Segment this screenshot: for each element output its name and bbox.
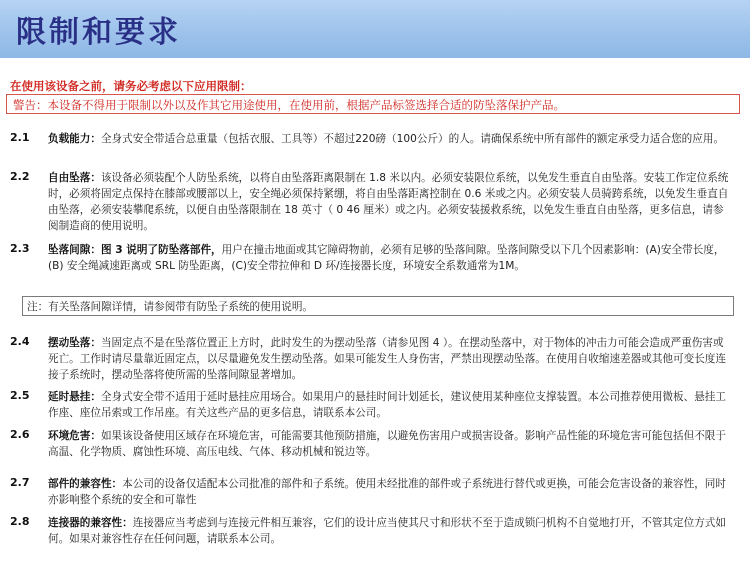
item-number: 2.3 — [10, 242, 30, 255]
item-body — [48, 242, 730, 274]
item-label: 自由坠落： — [48, 172, 101, 184]
item-text: 该设备必须装配个人防坠系统，以将自由坠落距离限制在 1.8 米以内。必须安装限位系统，以免发生垂直自由坠落。安装工作定位系统时，必须将固定点保持在膝部或腰部以上，安全绳必须保持紧绷，将自由坠落距离控制在 0.6 米或之内。必须安装人员骑跨系统，以免发生垂直自由坠落，必须安装攀爬系统，以便自由坠落限制在 18 英寸（ 0 46 厘米）或之内。必须安装援救系统，以免发生垂直自由坠落，更多信息，请参阅制造商的使用说明。 — [48, 172, 729, 232]
item-number: 2.8 — [10, 515, 30, 528]
item-body — [48, 335, 730, 383]
item-text: 全身式安全带适合总重量（包括衣服、工具等）不超过220磅（100公斤）的人。请确保系统中所有部件的额定承受力适合您的应用。 — [100, 133, 725, 145]
item-number: 2.7 — [10, 476, 30, 489]
item-label: 部件的兼容性： — [48, 478, 123, 490]
item-number: 2.1 — [10, 131, 30, 144]
item-label: 摆动坠落： — [48, 337, 101, 349]
item-body — [48, 476, 730, 508]
note-text: 注：有关坠落间隙详情，请参阅带有防坠子系统的使用说明。 — [27, 301, 314, 313]
item-text: 用户在撞击地面或其它障碍物前，必须有足够的坠落间隙。坠落间隙受以下几个因素影响：(A)安全带长度，(B) 安全绳减速距离或 SRL 防坠距离，(C)安全带拉伸和 D 环/连接器长度，环境安全系数通常为1M。 — [48, 244, 725, 272]
item-number: 2.2 — [10, 170, 30, 183]
item-text: 如果该设备使用区域存在环境危害，可能需要其他预防措施，以避免伤害用户或损害设备。影响产品性能的环境危害可能包括但不限于高温、化学物质、腐蚀性环境、高压电线、气体、移动机械和锐边等。 — [48, 430, 726, 458]
page-title: 限制和要求 — [16, 15, 181, 50]
item-number: 2.6 — [10, 428, 30, 441]
item-number: 2.4 — [10, 335, 30, 348]
item-body — [48, 131, 730, 147]
warning-box — [6, 94, 740, 114]
item-text: 本公司的设备仅适配本公司批准的部件和子系统。使用未经批准的部件或子系统进行替代或更换，可能会危害设备的兼容性，同时亦影响整个系统的安全和可靠性 — [48, 478, 726, 506]
header-banner — [0, 0, 750, 58]
notice-title: 在使用该设备之前，请务必考虑以下应用限制： — [10, 79, 252, 93]
item-number: 2.5 — [10, 389, 30, 402]
warning-text: 警告：本设备不得用于限制以外以及作其它用途使用，在使用前，根据产品标签选择合适的防坠落保护产品。 — [13, 98, 565, 112]
item-label: 连接器的兼容性： — [48, 517, 133, 529]
item-text: 连接器应当考虑到与连接元件相互兼容，它们的设计应当使其尺寸和形状不至于造成锁闩机构不自觉地打开，不管其定位方式如何。如果对兼容性存在任何问题，请联系本公司。 — [48, 517, 726, 545]
item-text: 全身式安全带不适用于延时悬挂应用场合。如果用户的悬挂时间计划延长，建议使用某种座位支撑装置。本公司推荐使用微板、悬挂工作座、座位吊索或工作吊座。有关这些产品的更多信息，请联系本公司。 — [48, 391, 726, 419]
item-label: 坠落间隙：图 3 说明了防坠落部件， — [48, 244, 222, 256]
item-text: 当固定点不是在坠落位置正上方时，此时发生的为摆动坠落（请参见图 4 ）。在摆动坠落中，对于物体的冲击力可能会造成严重伤害或死亡。工作时请尽量靠近固定点，以尽量避免发生摆动坠落。如果可能发生人身伤害，严禁出现摆动坠落。在使用自收缩速差器或其他可变长度连接子系统时，摆动坠落将使所需的坠落间隙显著增加。 — [48, 337, 726, 381]
item-label: 负载能力： — [48, 133, 101, 145]
note-box — [22, 296, 734, 316]
item-body — [48, 170, 730, 234]
item-body — [48, 428, 730, 460]
item-label: 环境危害： — [48, 430, 101, 442]
item-body — [48, 389, 730, 421]
item-label: 延时悬挂： — [48, 391, 101, 403]
item-body — [48, 515, 730, 547]
